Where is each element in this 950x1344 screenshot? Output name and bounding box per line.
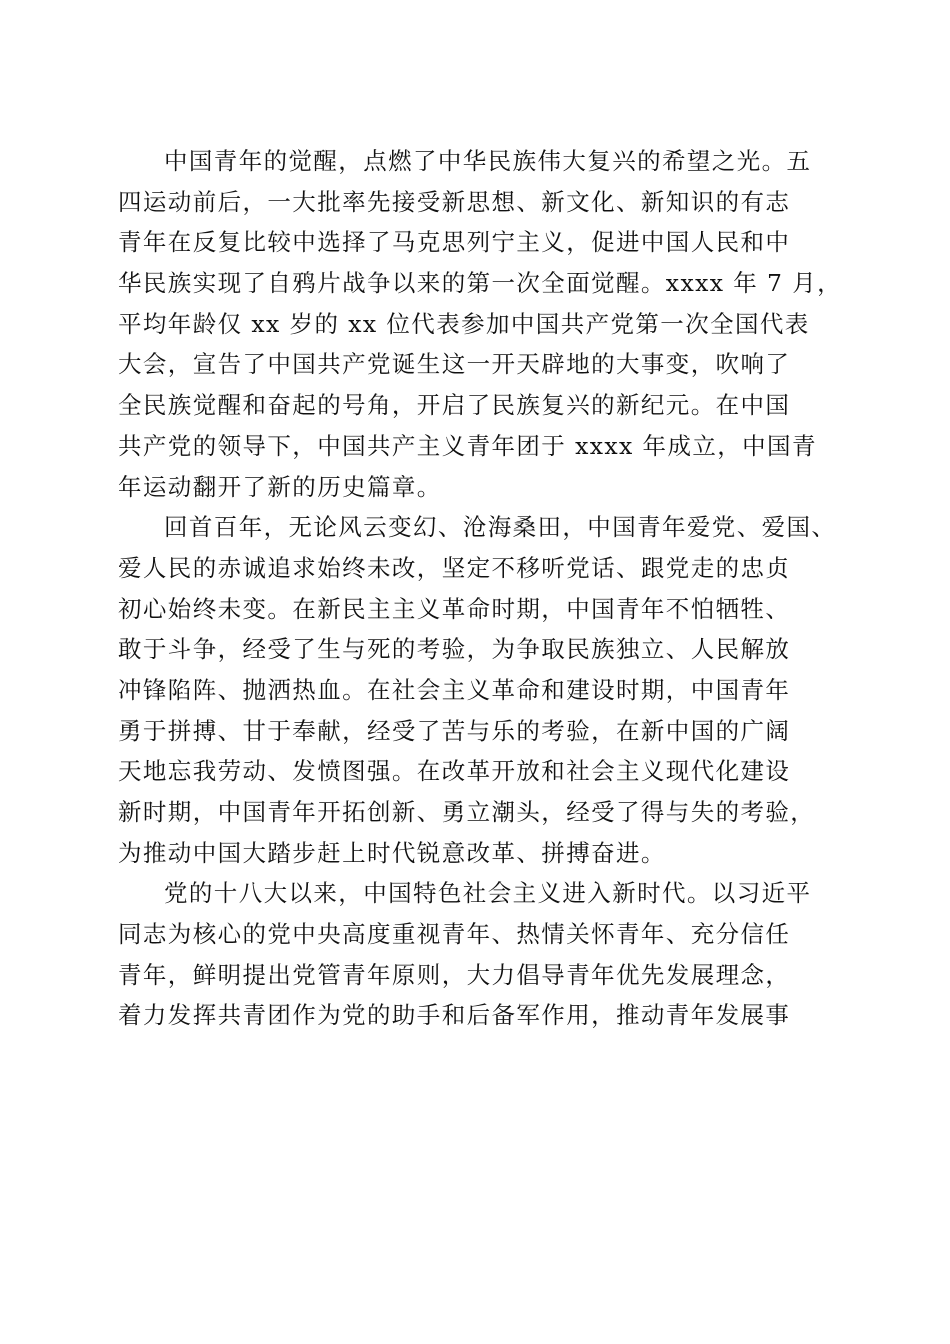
document-body (118, 141, 843, 1036)
paragraph-century-review (118, 507, 838, 873)
paragraph-line: 敢于斗争，经受了生与死的考验，为争取民族独立、人民解放 (118, 635, 791, 664)
paragraph-line: 共产党的领导下，中国共产主义青年团于 xxxx 年成立，中国青 (118, 431, 817, 460)
paragraph-line: 着力发挥共青团作为党的助手和后备军作用，推动青年发展事 (118, 1001, 791, 1030)
paragraph-line: 年运动翻开了新的历史篇章。 (118, 472, 442, 501)
paragraph-line: 冲锋陷阵、抛洒热血。在社会主义革命和建设时期，中国青年 (118, 675, 791, 704)
paragraph-line: 党的十八大以来，中国特色社会主义进入新时代。以习近平 (164, 879, 812, 908)
paragraph-line: 为推动中国大踏步赶上时代锐意改革、拼搏奋进。 (118, 838, 666, 867)
paragraph-line: 大会，宣告了中国共产党诞生这一开天辟地的大事变，吹响了 (118, 350, 791, 379)
paragraph-line: 青年，鲜明提出党管青年原则，大力倡导青年优先发展理念， (118, 960, 791, 989)
paragraph-line: 中国青年的觉醒，点燃了中华民族伟大复兴的希望之光。五 (164, 147, 812, 175)
paragraph-line: 爱人民的赤诚追求始终未改，坚定不移听党话、跟党走的忠贞 (118, 553, 791, 582)
paragraph-line: 平均年龄仅 xx 岁的 xx 位代表参加中国共产党第一次全国代表 (118, 309, 810, 338)
paragraph-new-era (118, 873, 838, 1036)
paragraph-line: 同志为核心的党中央高度重视青年、热情关怀青年、充分信任 (118, 920, 791, 949)
paragraph-line: 初心始终未变。在新民主主义革命时期，中国青年不怕牺牲、 (118, 594, 791, 623)
paragraph-line: 勇于拼搏、甘于奉献，经受了苦与乐的考验，在新中国的广阔 (118, 716, 791, 745)
paragraph-line: 青年在反复比较中选择了马克思列宁主义，促进中国人民和中 (118, 228, 791, 257)
paragraph-line: 回首百年，无论风云变幻、沧海桑田，中国青年爱党、爱国、 (164, 513, 837, 542)
paragraph-line: 四运动前后，一大批率先接受新思想、新文化、新知识的有志 (118, 187, 791, 216)
paragraph-youth-awakening (118, 141, 843, 507)
paragraph-line: 天地忘我劳动、发愤图强。在改革开放和社会主义现代化建设 (118, 757, 791, 786)
paragraph-line: 华民族实现了自鸦片战争以来的第一次全面觉醒。xxxx 年 7 月， (118, 269, 843, 298)
paragraph-line: 全民族觉醒和奋起的号角，开启了民族复兴的新纪元。在中国 (118, 391, 791, 420)
paragraph-line: 新时期，中国青年开拓创新、勇立潮头，经受了得与失的考验， (118, 798, 816, 826)
